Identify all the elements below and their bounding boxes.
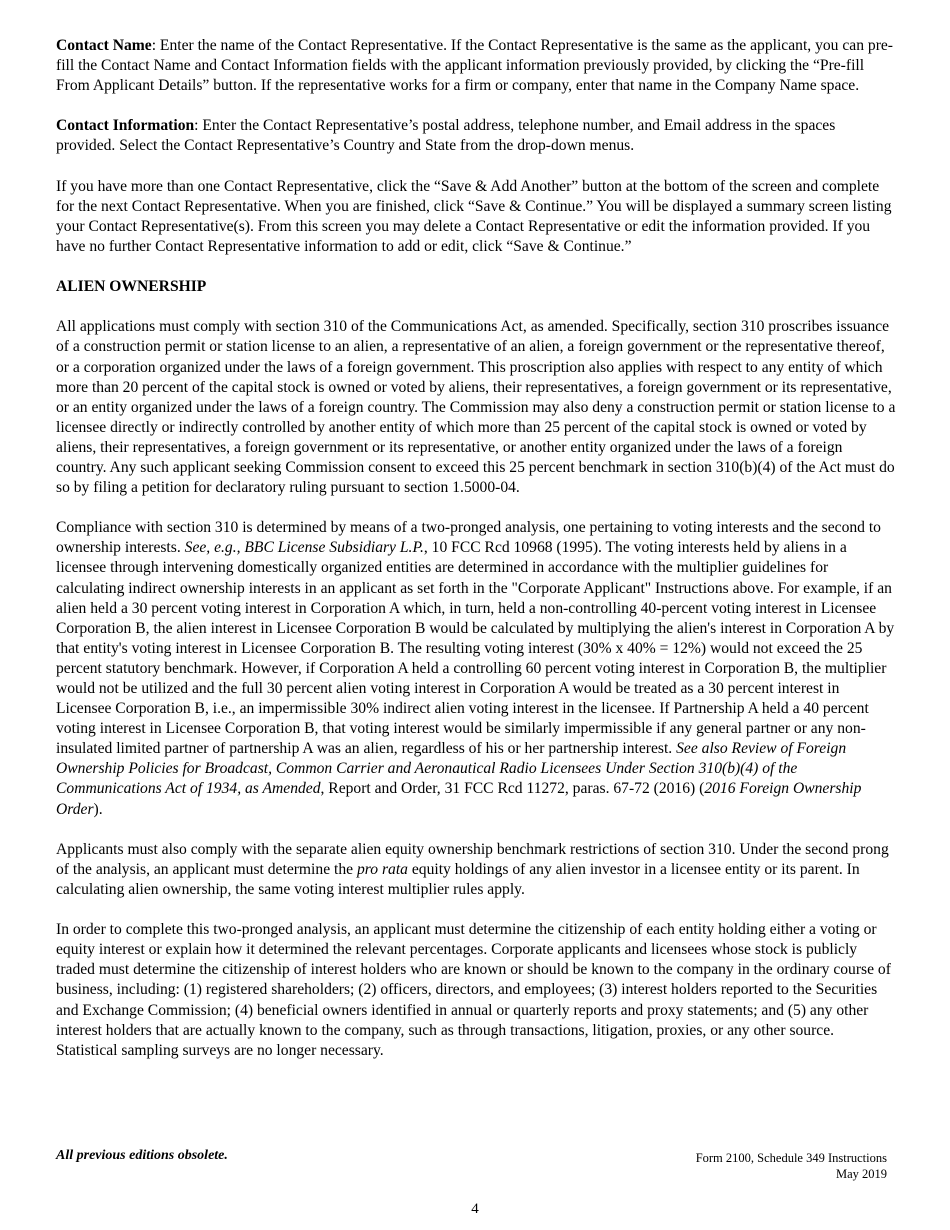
contact-name-label: Contact Name [56, 37, 152, 54]
document-body [56, 36, 896, 1081]
para2-text-3: , Report and Order, 31 FCC Rcd 11272, paras. 67-72 (2016) ( [320, 780, 705, 798]
contact-name-paragraph [56, 36, 896, 96]
form-identifier [696, 1150, 887, 1182]
contact-name-text: : Enter the name of the Contact Representative. If the Contact Representative is the same as the applicant, you can pre-fill the Contact Name and Contact Information fields with the applicant information previously provided, by clicking the “Pre-fill From Applicant Details” button. If the representative works for a firm or company, enter that name in the Company Name space. [56, 37, 894, 95]
form-name: Form 2100, Schedule 349 Instructions [695, 1151, 887, 1165]
form-date: May 2019 [835, 1167, 887, 1181]
alien-ownership-paragraph-4: In order to complete this two-pronged analysis, an applicant must determine the citizenship of each entity holding either a voting or equity interest or explain how it determined the relevant percentages. Corporate applicants and licensees whose stock is publicly traded must determine the citizenship of interest holders who are known or should be known to the company in the ordinary course of business, including: (1) registered shareholders; (2) officers, directors, and employees; (3) interest holders reported to the Securities and Exchange Commission; (4) beneficial owners identified in annual or quarterly reports and proxy statements; and (5) any other interest holders that are actually known to the company, such as through transactions, litigation, proxies, or any other source. Statistical sampling surveys are no longer necessary. [56, 921, 891, 1059]
para2-text-1: Compliance with section 310 is determined by means of a two-pronged analysis, one pertaining to voting interests and the second to ownership interests. [56, 519, 881, 557]
para3-text-2: equity holdings of any alien investor in a licensee entity or its parent. In calculating alien ownership, the same voting interest multiplier rules apply. [56, 860, 860, 898]
additional-contacts-paragraph: If you have more than one Contact Representative, click the “Save & Add Another” button at the bottom of the screen and complete for the next Contact Representative. When you are finished, click “Save & Continue.” You will be displayed a summary screen listing your Contact Representative(s). From this screen you may delete a Contact Representative or edit the information provided. If you have no further Contact Representative information to add or edit, click “Save & Continue.” [56, 177, 892, 255]
para3-text-1: Applicants must also comply with the separate alien equity ownership benchmark restrictions of section 310. Under the second prong of the analysis, an applicant must determine the [56, 840, 889, 878]
citation-2016-order: 2016 Foreign Ownership Order [56, 780, 862, 818]
alien-ownership-paragraph-2 [56, 518, 896, 819]
pro-rata-term: pro rata [356, 860, 408, 878]
contact-information-text: : Enter the Contact Representative’s postal address, telephone number, and Email address in the spaces provided. Select the Contact Representative’s Country and State from the drop-down menus. [56, 117, 836, 155]
contact-information-paragraph [56, 116, 896, 156]
alien-ownership-paragraph-1: All applications must comply with section 310 of the Communications Act, as amended. Specifically, section 310 proscribes issuance of a construction permit or station license to an alien, a representative of an alien, a foreign government or the representative thereof, or a corporation organized under the laws of a foreign government. This proscription also applies with respect to any entity of which more than 20 percent of the capital stock is owned or voted by aliens, their representatives, a foreign government or its representative, or an entity organized under the laws of a foreign country. The Commission may also deny a construction permit or station license to a licensee directly or indirectly controlled by another entity of which more than 25 percent of the capital stock is owned or voted by aliens, their representatives, a foreign government or its representative, or another entity organized under the laws of a foreign country. Any such applicant seeking Commission consent to exceed this 25 percent benchmark in section 310(b)(4) of the Act must do so by filing a petition for declaratory ruling pursuant to section 1.5000-04. [56, 318, 896, 497]
contact-information-label: Contact Information [56, 117, 195, 135]
citation-bbc-license: See, e.g., BBC License Subsidiary L.P. [184, 539, 424, 557]
obsolete-notice: All previous editions obsolete. [56, 1148, 228, 1163]
para2-text-4: ). [93, 800, 103, 818]
citation-foreign-ownership-review: See also Review of Foreign Ownership Policies for Broadcast, Common Carrier and Aeronautical Radio Licensees Under Section 310(b)(4) of the Communications Act of 1934, as Amended [56, 740, 847, 798]
alien-ownership-paragraph-3 [56, 840, 896, 900]
page-number: 4 [471, 1201, 479, 1217]
alien-ownership-heading: ALIEN OWNERSHIP [56, 278, 207, 296]
para2-text-2: , 10 FCC Rcd 10968 (1995). The voting interests held by aliens in a licensee through intervening domestically organized entities are determined in accordance with the multiplier guidelines for calculating indirect ownership interests in an applicant as set forth in the "Corporate Applicant" Instructions above. For example, if an alien held a 30 percent voting interest in Corporation A which, in turn, held a non-controlling 40-percent voting interest in Licensee Corporation B, the alien interest in Licensee Corporation B would be calculated by multiplying the alien's interest in Corporation A by that entity's voting interest in Licensee Corporation B. The resulting voting interest (30% x 40% = 12%) would not exceed the 25 percent statutory benchmark. However, if Corporation A held a controlling 60 percent voting interest in Corporation B, the multiplier would not be utilized and the full 30 percent alien voting interest in Corporation A would be treated as a 30 percent interest in Licensee Corporation B, i.e., an impermissible 30% indirect alien voting interest in the licensee. If Partnership A held a 40 percent voting interest in Licensee Corporation B, that voting interest would be similarly impermissible if any general partner or any non-insulated limited partner of partnership A was an alien, regardless of his or her partnership interest. [56, 539, 895, 758]
